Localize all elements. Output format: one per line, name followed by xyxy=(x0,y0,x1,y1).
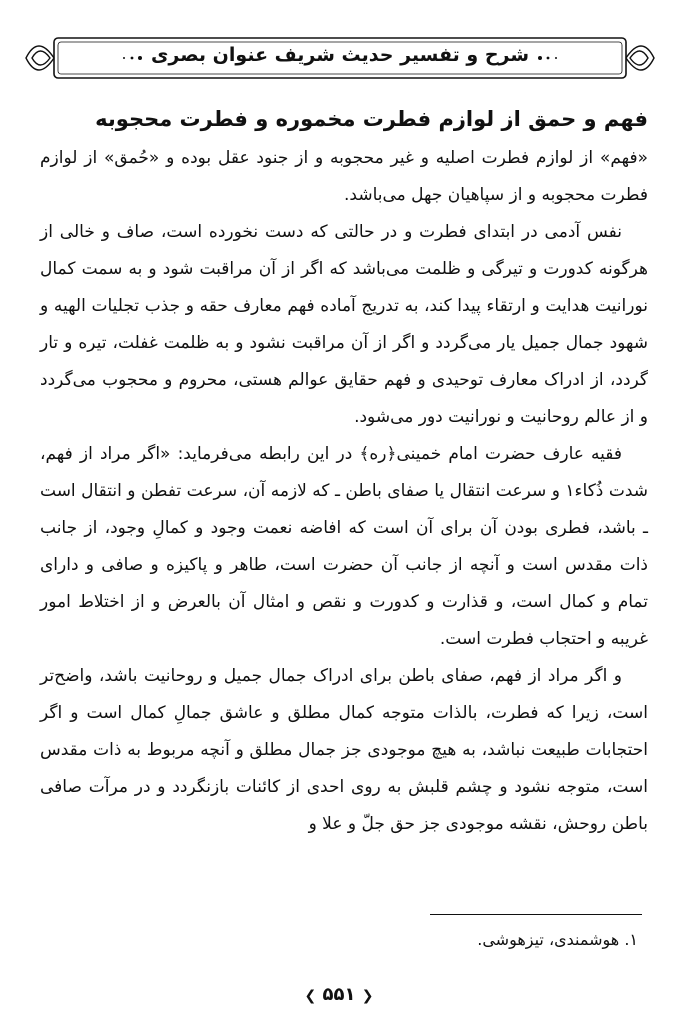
running-header-title: شرح و تفسیر حدیث شریف عنوان بصری xyxy=(150,44,530,66)
page-header xyxy=(20,28,660,88)
footnote-divider xyxy=(430,914,642,915)
footnote: ۱. هوشمندی، تیزهوشی. xyxy=(477,930,638,949)
page-number-ornament-left: ❮ xyxy=(361,988,374,1004)
page-number-ornament-right: ❯ xyxy=(304,988,317,1004)
paragraph: نفس آدمی در ابتدای فطرت و در حالتی که دست نخورده است، صاف و خالی از هرگونه کدورت و تیرگی و ظلمت می‌باشد که اگر از آن مراقبت شود و به سمت کمال نورانیت هدایت و ارتقاء پیدا کند، به تدریج آماده فهم معارف حقه و جذب تجلیات الهیه و شهود جمال جمیل یار می‌گردد و اگر از آن مراقبت نشود و به ظلمت غفلت، تیره و تار گردد، از ادراک معارف توحیدی و فهم حقایق عوالم هستی، محروم و محجوب می‌گردد و از عالم روحانیت و نورانیت دور می‌شود. xyxy=(40,222,648,427)
paragraph: فقیه عارف حضرت امام خمینی﴿ره﴾ در این رابطه می‌فرماید: «اگر مراد از فهم، شدت ذُکاء۱ و سرعت انتقال یا صفای باطن ـ که لازمه آن، سرعت تفطن و انتقال است ـ باشد، فطری بودن آن برای آن است که افاضه نعمت وجود و کمالِ وجود، از جانب ذات مقدس است و آنچه از جانب آن حضرت است، طاهر و پاکیزه و صافی و دارای تمام و کمال است، و قذارت و کدورت و نقص و امثال آن بالعرض و از اختلاط امور غریبه و احتجاب فطرت است. xyxy=(40,444,648,649)
page-number-block xyxy=(0,984,678,1005)
page-number: ۵۵۱ xyxy=(322,984,356,1005)
paragraph: و اگر مراد از فهم، صفای باطن برای ادراک جمال جمیل و روحانیت باشد، واضح‌تر است، زیرا که فطرت، بالذات متوجه کمال مطلق و عاشق جمالِ کمال است و اگر احتجابات طبیعت نباشد، به هیچ موجودی جز جمال مطلق و آنچه مربوط به ذات مقدس است، متوجه نشود و چشم قلبش به روی احدی از کائنات بازنگردد و در مرآت صافی باطن روحش، نقشه موجودی جز حق جلّ و علا و xyxy=(40,666,648,834)
page-body xyxy=(40,102,648,843)
paragraph: «فهم» از لوازم فطرت اصلیه و غیر محجوبه و از جنود عقل بوده و «حُمق» از لوازم فطرت محجوبه و از سپاهیان جهل می‌باشد. xyxy=(40,148,648,205)
section-heading: فهم و حمق از لوازم فطرت مخموره و فطرت محجوبه xyxy=(95,107,648,131)
